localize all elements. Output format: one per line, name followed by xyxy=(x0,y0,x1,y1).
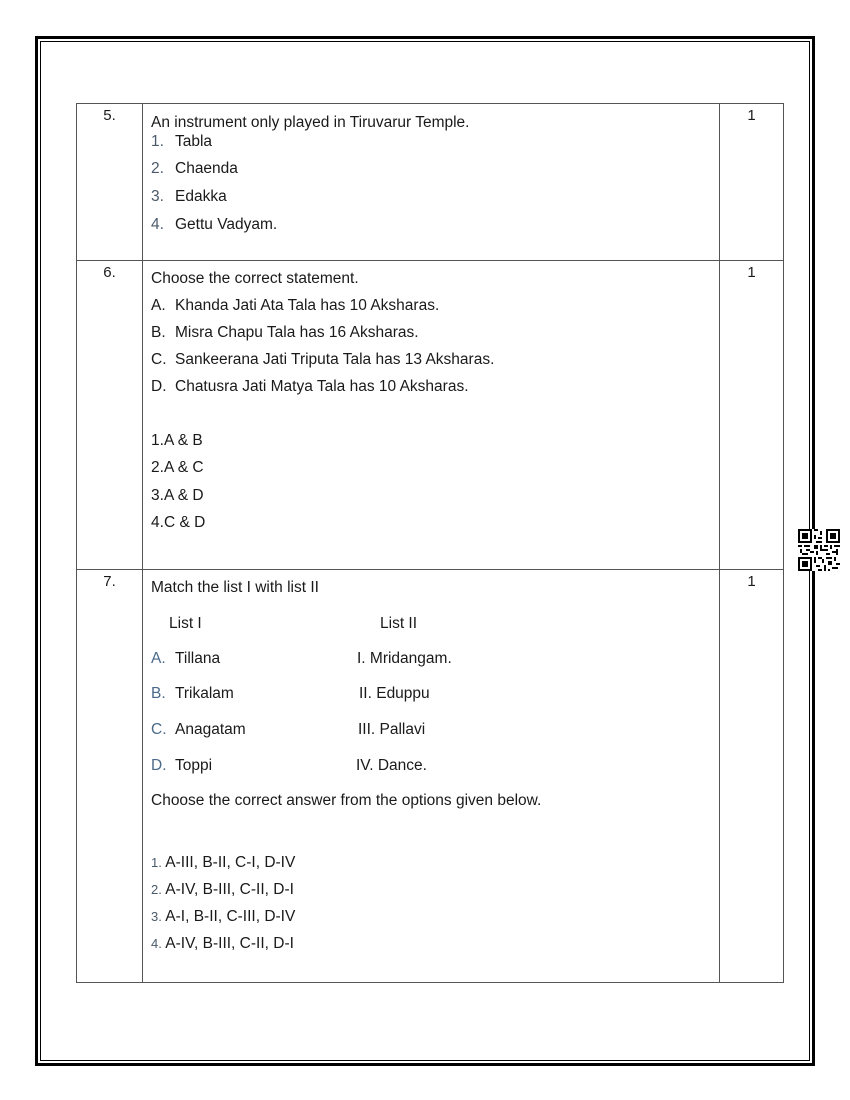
option-text: A-I, B-II, C-III, D-IV xyxy=(165,908,296,925)
option-number: 1. xyxy=(151,133,164,150)
option-number: 2. xyxy=(151,459,164,476)
option-number: 4. xyxy=(151,936,162,951)
question-row-7 xyxy=(77,570,784,983)
statement-text: Sankeerana Jati Triputa Tala has 13 Aksharas. xyxy=(175,351,495,368)
option-text: A-III, B-II, C-I, D-IV xyxy=(165,854,296,871)
match-right-2: II. Eduppu xyxy=(359,685,430,702)
match-right-3: III. Pallavi xyxy=(358,721,426,738)
statement-a xyxy=(151,297,439,315)
match-left-text: Anagatam xyxy=(175,721,246,738)
statement-b xyxy=(151,324,419,342)
question-marks: 1 xyxy=(720,261,784,570)
option-text: A & C xyxy=(163,459,204,476)
option-number: 3. xyxy=(151,909,162,924)
option-number: 1. xyxy=(151,855,162,870)
option-2 xyxy=(151,459,204,477)
list-2-header: List II xyxy=(380,615,418,632)
option-number: 4. xyxy=(151,216,164,233)
question-prompt: Choose the correct statement. xyxy=(151,270,359,287)
question-row-5 xyxy=(77,104,784,261)
statement-letter: C. xyxy=(151,351,167,368)
match-left-a xyxy=(151,650,220,668)
question-body xyxy=(143,104,720,261)
question-table xyxy=(76,103,784,983)
match-left-text: Toppi xyxy=(175,757,213,774)
question-marks: 1 xyxy=(720,104,784,261)
question-body xyxy=(143,570,720,983)
option-number: 3. xyxy=(151,188,164,205)
match-letter: A. xyxy=(151,650,166,667)
match-left-d xyxy=(151,757,212,775)
option-text: Chaenda xyxy=(175,160,238,177)
statement-text: Khanda Jati Ata Tala has 10 Aksharas. xyxy=(175,297,440,314)
option-number: 4. xyxy=(151,514,164,531)
option-text: A & B xyxy=(163,432,203,449)
option-text: A-IV, B-III, C-II, D-I xyxy=(165,881,294,898)
option-text: A-IV, B-III, C-II, D-I xyxy=(165,935,294,952)
statement-text: Chatusra Jati Matya Tala has 10 Aksharas. xyxy=(175,378,469,395)
answer-instruction: Choose the correct answer from the options given below. xyxy=(151,792,542,809)
question-body xyxy=(143,261,720,570)
match-right-4: IV. Dance. xyxy=(356,757,427,774)
statement-letter: B. xyxy=(151,324,166,341)
match-letter: D. xyxy=(151,757,167,774)
question-number: 6. xyxy=(77,261,143,570)
qr-code-icon xyxy=(798,529,840,571)
question-prompt: Match the list I with list II xyxy=(151,579,319,596)
match-left-c xyxy=(151,721,246,739)
option-text: Edakka xyxy=(175,188,227,205)
statement-letter: D. xyxy=(151,378,167,395)
question-number: 7. xyxy=(77,570,143,983)
match-left-b xyxy=(151,685,234,703)
option-number: 1. xyxy=(151,432,164,449)
statement-d xyxy=(151,378,469,396)
option-4 xyxy=(151,514,205,532)
option-3 xyxy=(151,487,204,505)
statement-text: Misra Chapu Tala has 16 Aksharas. xyxy=(175,324,419,341)
option-3 xyxy=(151,188,227,206)
option-1 xyxy=(151,133,212,151)
option-1 xyxy=(151,854,295,872)
question-row-6 xyxy=(77,261,784,570)
option-2 xyxy=(151,881,294,899)
match-left-text: Tillana xyxy=(175,650,221,667)
question-prompt: An instrument only played in Tiruvarur Temple. xyxy=(151,114,470,131)
option-4 xyxy=(151,216,277,234)
statement-c xyxy=(151,351,494,369)
match-letter: B. xyxy=(151,685,166,702)
option-text: Tabla xyxy=(175,133,213,150)
option-4 xyxy=(151,935,294,953)
option-number: 3. xyxy=(151,487,164,504)
match-letter: C. xyxy=(151,721,167,738)
option-number: 2. xyxy=(151,882,162,897)
question-number: 5. xyxy=(77,104,143,261)
option-text: A & D xyxy=(163,487,204,504)
match-right-1: I. Mridangam. xyxy=(357,650,452,667)
option-2 xyxy=(151,160,238,178)
match-left-text: Trikalam xyxy=(175,685,234,702)
option-1 xyxy=(151,432,203,450)
option-text: Gettu Vadyam. xyxy=(175,216,278,233)
option-3 xyxy=(151,908,295,926)
option-text: C & D xyxy=(163,514,206,531)
question-marks: 1 xyxy=(720,570,784,983)
list-1-header: List I xyxy=(169,615,202,632)
option-number: 2. xyxy=(151,160,164,177)
statement-letter: A. xyxy=(151,297,166,314)
